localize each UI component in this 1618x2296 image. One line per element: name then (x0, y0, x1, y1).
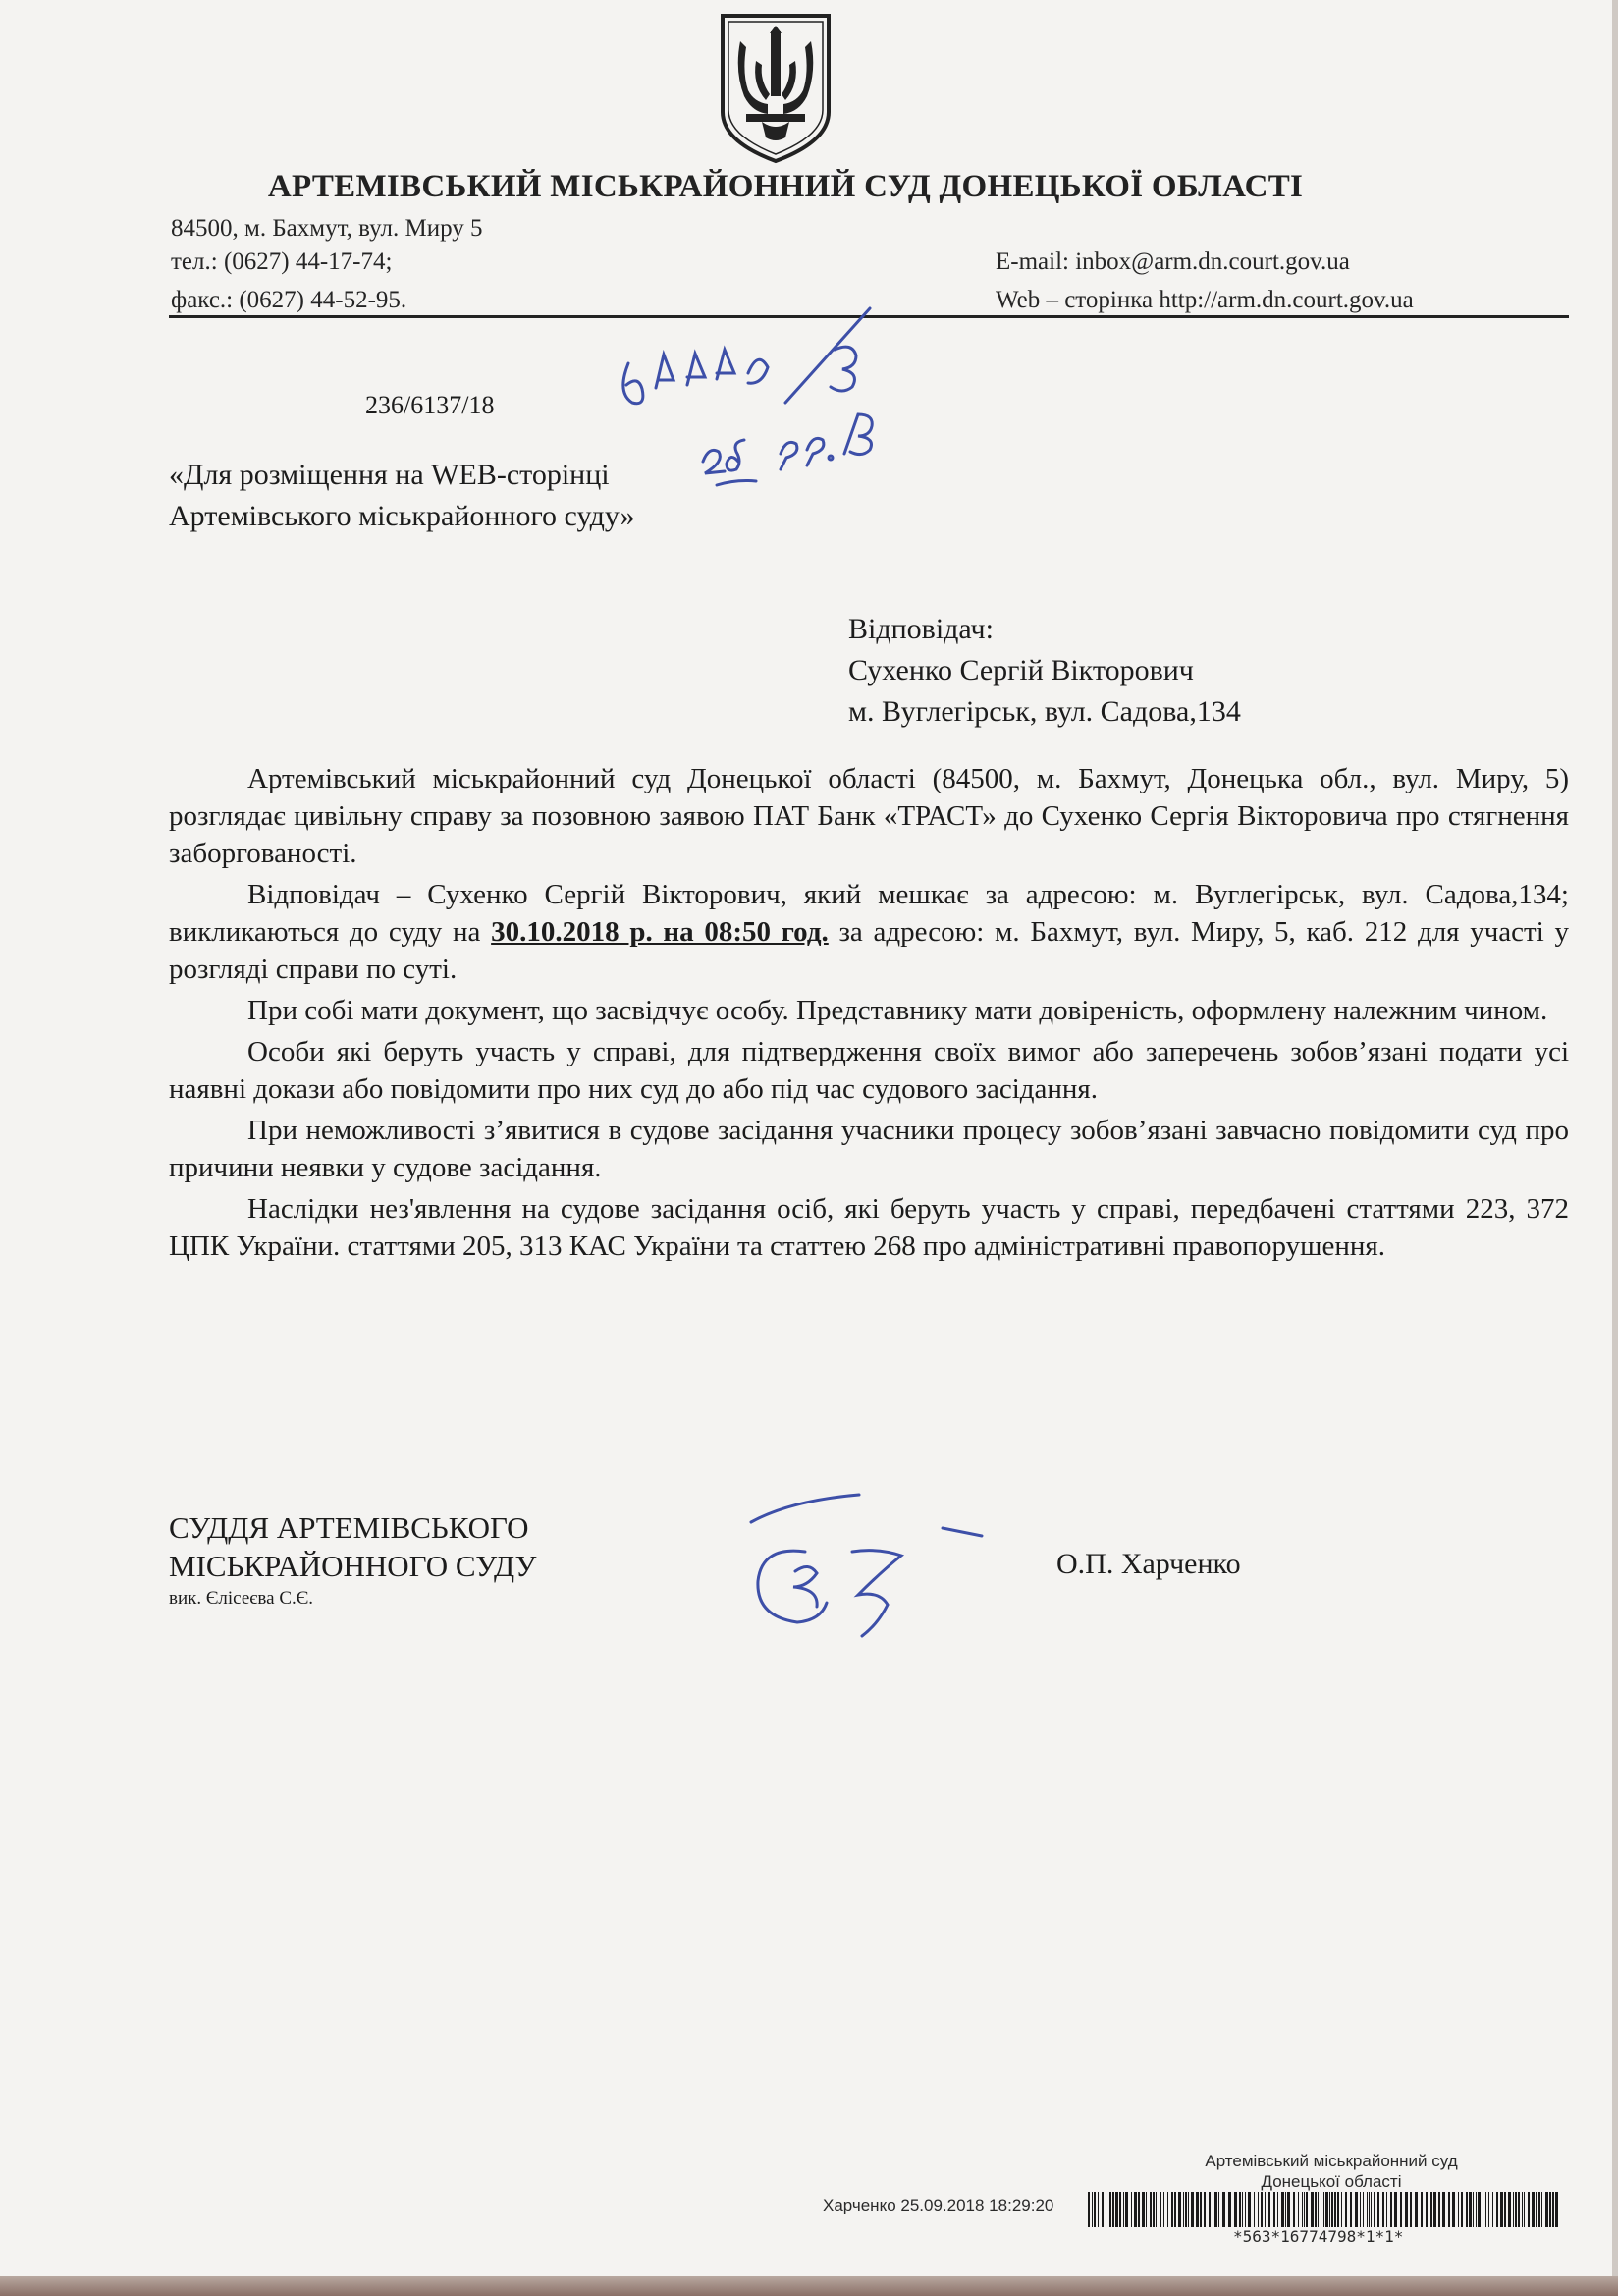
body-paragraph: Артемівський міськрайонний суд Донецької області (84500, м. Бахмут, Донецька обл., вул. Миру, 5) розглядає цивільну справу за позовною заявою ПАТ Банк «ТРАСТ» до Сухенко Сергія Вікторовича про стягнення заборгованості. (169, 763, 1569, 869)
court-name: АРТЕМІВСЬКИЙ МІСЬКРАЙОННИЙ СУД ДОНЕЦЬКОЇ ОБЛАСТІ (267, 169, 1304, 204)
coat-of-arms-emblem (717, 12, 835, 165)
body-paragraph-hearing (169, 876, 1569, 988)
body-paragraph: Наслідки нез'явлення на судове засідання осіб, які беруть участь у справі, передбачені статтями 223, 372 ЦПК України. статтями 205, 313 КАС України та статтею 268 про адміністративні правопорушення. (169, 1193, 1569, 1262)
header-divider (169, 315, 1569, 318)
addressee-block (848, 609, 1241, 733)
document-barcode (1088, 2192, 1565, 2227)
scan-edge-right (1612, 0, 1618, 2296)
signature-title (169, 1508, 536, 1585)
barcode-number: *563*16774798*1*1* (1233, 2227, 1404, 2246)
judge-signature (751, 1495, 982, 1636)
court-phone: тел.: (0627) 44-17-74; (171, 248, 393, 275)
purpose-line-2: Артемівського міськрайонного суду» (169, 500, 635, 532)
stamp-organization (1184, 2151, 1479, 2192)
summons-body (169, 760, 1569, 1265)
court-website: Web – сторінка http://arm.dn.court.gov.ua (996, 287, 1414, 313)
hearing-date: 30.10.2018 р. на 08:50 год. (491, 916, 829, 948)
handwritten-incoming-number (623, 308, 870, 404)
body-paragraph: При неможливості з’явитися в судове засідання учасники процесу зобов’язані завчасно повідомити суд про причини неявки у судове засідання. (169, 1115, 1569, 1183)
registration-number: 236/6137/18 (365, 391, 495, 419)
body-paragraph: При собі мати документ, що засвідчує особу. Представнику мати довіреність, оформлену належним чином. (247, 995, 1548, 1026)
publication-purpose (169, 455, 635, 537)
executor-note: вик. Єлісеєва С.Є. (169, 1588, 314, 1609)
stamp-org-line-1: Артемівський міськрайонний суд (1205, 2152, 1458, 2170)
court-address: 84500, м. Бахмут, вул. Миру 5 (171, 215, 483, 242)
signature-title-line-2: МІСЬКРАЙОННОГО СУДУ (169, 1549, 537, 1583)
addressee-name: Сухенко Сергій Вікторович (848, 654, 1194, 686)
hearing-text-start: Відповідач – Сухенко Сергій Вікторович, який мешкає за адресою: м. Вуглегірськ, вул. Садова,134; викликаються до суду на (169, 879, 1569, 948)
court-fax: факс.: (0627) 44-52-95. (171, 287, 407, 313)
purpose-line-1: «Для розміщення на WEB-сторінці (169, 459, 610, 491)
addressee-role: Відповідач: (848, 613, 994, 645)
judge-name: О.П. Харченко (1056, 1548, 1241, 1580)
court-email: E-mail: inbox@arm.dn.court.gov.ua (996, 248, 1350, 275)
stamp-timestamp: Харченко 25.09.2018 18:29:20 (823, 2196, 1054, 2214)
signature-title-line-1: СУДДЯ АРТЕМІВСЬКОГО (169, 1510, 529, 1545)
handwritten-date (703, 414, 872, 485)
body-paragraph: Особи які беруть участь у справі, для підтвердження своїх вимог або заперечень зобов’язані подати усі наявні докази або повідомити про них суд до або під час судового засідання. (169, 1036, 1569, 1105)
stamp-org-line-2: Донецької області (1261, 2172, 1402, 2191)
addressee-address: м. Вуглегірськ, вул. Садова,134 (848, 695, 1241, 728)
scan-edge-bottom (0, 2276, 1618, 2296)
hearing-text-end: за адресою: м. Бахмут, вул. Миру, 5, каб. 212 для участі у розгляді справи по суті. (169, 916, 1569, 985)
